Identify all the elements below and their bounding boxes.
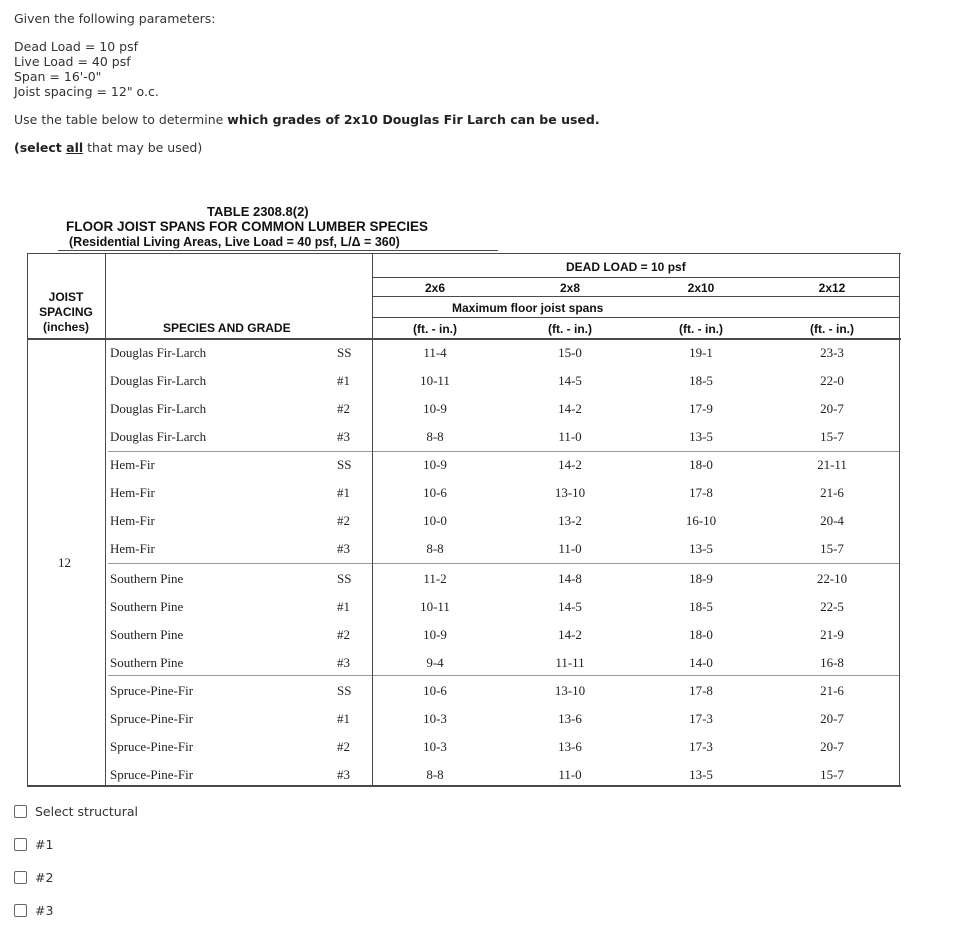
checkbox-grade-2[interactable] (14, 871, 27, 884)
grade-cell: #2 (337, 401, 350, 416)
span-2x10-cell: 13-5 (689, 767, 713, 782)
span-2x12-cell: 21-6 (820, 485, 844, 500)
span-2x12-cell: 15-7 (820, 541, 844, 556)
species-cell: Hem-Fir (110, 541, 155, 556)
species-cell: Douglas Fir-Larch (110, 401, 207, 416)
table-subtitle: FLOOR JOIST SPANS FOR COMMON LUMBER SPECIES (66, 219, 429, 234)
grade-cell: #3 (337, 429, 350, 444)
span-2x8-cell: 11-0 (558, 429, 582, 444)
span-2x8-cell: 14-2 (558, 457, 582, 472)
select-close: that may be used) (83, 140, 203, 155)
species-cell: Douglas Fir-Larch (110, 345, 207, 360)
species-header: SPECIES AND GRADE (163, 321, 291, 335)
grade-cell: #2 (337, 513, 350, 528)
span-2x12-cell: 23-3 (820, 345, 844, 360)
size-2x12: 2x12 (818, 281, 846, 295)
option-label: #3 (35, 902, 54, 918)
span-2x10-cell: 18-0 (689, 627, 713, 642)
species-cell: Hem-Fir (110, 513, 155, 528)
max-spans-header: Maximum floor joist spans (452, 301, 604, 315)
span-2x12-cell: 21-11 (817, 457, 847, 472)
span-2x6-cell: 10-6 (423, 683, 447, 698)
span-2x6-cell: 10-9 (423, 627, 447, 642)
span-2x12-cell: 20-7 (820, 711, 844, 726)
param-joist-spacing: Joist spacing = 12" o.c. (14, 84, 159, 99)
span-2x6-cell: 8-8 (426, 767, 444, 782)
span-2x12-cell: 20-7 (820, 401, 844, 416)
param-span: Span = 16'-0" (14, 69, 102, 84)
option-label: Select structural (35, 803, 138, 819)
span-2x8-cell: 14-2 (558, 627, 582, 642)
span-2x12-cell: 21-6 (820, 683, 844, 698)
species-cell: Hem-Fir (110, 485, 155, 500)
span-2x10-cell: 13-5 (689, 429, 713, 444)
span-2x12-cell: 21-9 (820, 627, 844, 642)
species-cell: Spruce-Pine-Fir (110, 739, 194, 754)
table-conditions: (Residential Living Areas, Live Load = 40 psf, L/Δ = 360) (69, 235, 400, 249)
grade-cell: #3 (337, 655, 350, 670)
span-2x8-cell: 14-5 (558, 373, 582, 388)
option-select-structural[interactable] (14, 803, 138, 819)
size-2x8: 2x8 (559, 281, 581, 295)
span-2x12-cell: 22-10 (816, 571, 848, 586)
select-all-word: all (66, 140, 84, 155)
option-grade-1[interactable] (14, 836, 53, 852)
span-2x12-cell: 22-0 (820, 373, 844, 388)
span-2x12-cell: 20-4 (820, 513, 844, 528)
grade-cell: #3 (337, 767, 350, 782)
span-2x6-cell: 11-2 (423, 571, 447, 586)
span-2x8-cell: 13-6 (558, 711, 582, 726)
dead-load-header: DEAD LOAD = 10 psf (566, 260, 686, 274)
grade-cell: #3 (337, 541, 350, 556)
span-2x10-cell: 17-8 (689, 683, 713, 698)
species-cell: Hem-Fir (110, 457, 155, 472)
unit-2x6: (ft. - in.) (413, 322, 457, 336)
span-2x10-cell: 14-0 (689, 655, 713, 670)
span-2x12-cell: 20-7 (820, 739, 844, 754)
checkbox-grade-3[interactable] (14, 904, 27, 917)
option-grade-3[interactable] (14, 902, 53, 918)
instruction-prefix: Use the table below to determine (14, 112, 228, 127)
span-2x8-cell: 13-10 (554, 683, 586, 698)
param-dead-load: Dead Load = 10 psf (14, 39, 139, 54)
span-2x6-cell: 8-8 (426, 429, 444, 444)
span-2x8-cell: 13-6 (558, 739, 582, 754)
instruction-bold: which grades of 2x10 Douglas Fir Larch can be used. (227, 112, 600, 127)
species-cell: Southern Pine (110, 571, 184, 586)
table-title: TABLE 2308.8(2) (207, 204, 309, 219)
span-2x12-cell: 22-5 (820, 599, 844, 614)
span-2x8-cell: 13-2 (558, 513, 582, 528)
span-2x10-cell: 19-1 (689, 345, 713, 360)
span-2x6-cell: 10-3 (423, 711, 447, 726)
species-cell: Douglas Fir-Larch (110, 373, 207, 388)
span-2x8-cell: 14-5 (558, 599, 582, 614)
span-2x6-cell: 10-0 (423, 513, 447, 528)
unit-2x12: (ft. - in.) (810, 322, 854, 336)
span-2x10-cell: 16-10 (685, 513, 717, 528)
grade-cell: SS (337, 457, 352, 472)
species-cell: Spruce-Pine-Fir (110, 767, 194, 782)
span-2x10-cell: 18-0 (689, 457, 713, 472)
grade-cell: SS (337, 683, 352, 698)
span-2x10-cell: 18-5 (689, 373, 713, 388)
size-2x6: 2x6 (424, 281, 446, 295)
joist-header-1: JOIST (48, 290, 84, 304)
species-cell: Spruce-Pine-Fir (110, 711, 194, 726)
span-2x10-cell: 17-3 (689, 739, 713, 754)
joist-header-3: (inches) (42, 320, 89, 334)
span-2x6-cell: 10-11 (420, 373, 450, 388)
option-grade-2[interactable] (14, 869, 53, 885)
span-2x10-cell: 17-9 (689, 401, 713, 416)
unit-2x8: (ft. - in.) (548, 322, 592, 336)
span-2x6-cell: 10-6 (423, 485, 447, 500)
span-2x12-cell: 16-8 (820, 655, 844, 670)
grade-cell: SS (337, 571, 352, 586)
species-cell: Southern Pine (110, 655, 184, 670)
select-open: (select (14, 140, 67, 155)
grade-cell: #2 (337, 739, 350, 754)
span-2x10-cell: 17-3 (689, 711, 713, 726)
joist-header-2: SPACING (39, 305, 93, 319)
span-2x8-cell: 11-0 (558, 767, 582, 782)
grade-cell: #1 (337, 485, 350, 500)
span-2x8-cell: 11-11 (555, 655, 585, 670)
grade-cell: #1 (337, 711, 350, 726)
question-intro: Given the following parameters: (14, 11, 216, 26)
param-live-load: Live Load = 40 psf (14, 54, 131, 69)
grade-cell: #1 (337, 599, 350, 614)
span-2x6-cell: 10-11 (420, 599, 450, 614)
option-label: #1 (35, 836, 54, 852)
checkbox-grade-1[interactable] (14, 838, 27, 851)
span-2x10-cell: 18-5 (689, 599, 713, 614)
span-2x8-cell: 15-0 (558, 345, 582, 360)
species-cell: Douglas Fir-Larch (110, 429, 207, 444)
span-2x12-cell: 15-7 (820, 429, 844, 444)
span-2x8-cell: 14-2 (558, 401, 582, 416)
span-2x6-cell: 10-9 (423, 401, 447, 416)
species-cell: Spruce-Pine-Fir (110, 683, 194, 698)
species-cell: Southern Pine (110, 627, 184, 642)
span-2x8-cell: 13-10 (554, 485, 586, 500)
span-2x6-cell: 9-4 (426, 655, 444, 670)
checkbox-select-structural[interactable] (14, 805, 27, 818)
grade-cell: #1 (337, 373, 350, 388)
span-2x6-cell: 10-9 (423, 457, 447, 472)
size-2x10: 2x10 (687, 281, 715, 295)
unit-2x10: (ft. - in.) (679, 322, 723, 336)
span-2x10-cell: 13-5 (689, 541, 713, 556)
grade-cell: #2 (337, 627, 350, 642)
span-2x6-cell: 10-3 (423, 739, 447, 754)
span-2x10-cell: 18-9 (689, 571, 713, 586)
span-2x10-cell: 17-8 (689, 485, 713, 500)
joist-spacing-value: 12 (58, 555, 71, 570)
species-cell: Southern Pine (110, 599, 184, 614)
span-2x6-cell: 8-8 (426, 541, 444, 556)
grade-cell: SS (337, 345, 352, 360)
option-label: #2 (35, 869, 54, 885)
span-2x6-cell: 11-4 (423, 345, 447, 360)
span-2x8-cell: 14-8 (558, 571, 582, 586)
span-2x12-cell: 15-7 (820, 767, 844, 782)
span-2x8-cell: 11-0 (558, 541, 582, 556)
